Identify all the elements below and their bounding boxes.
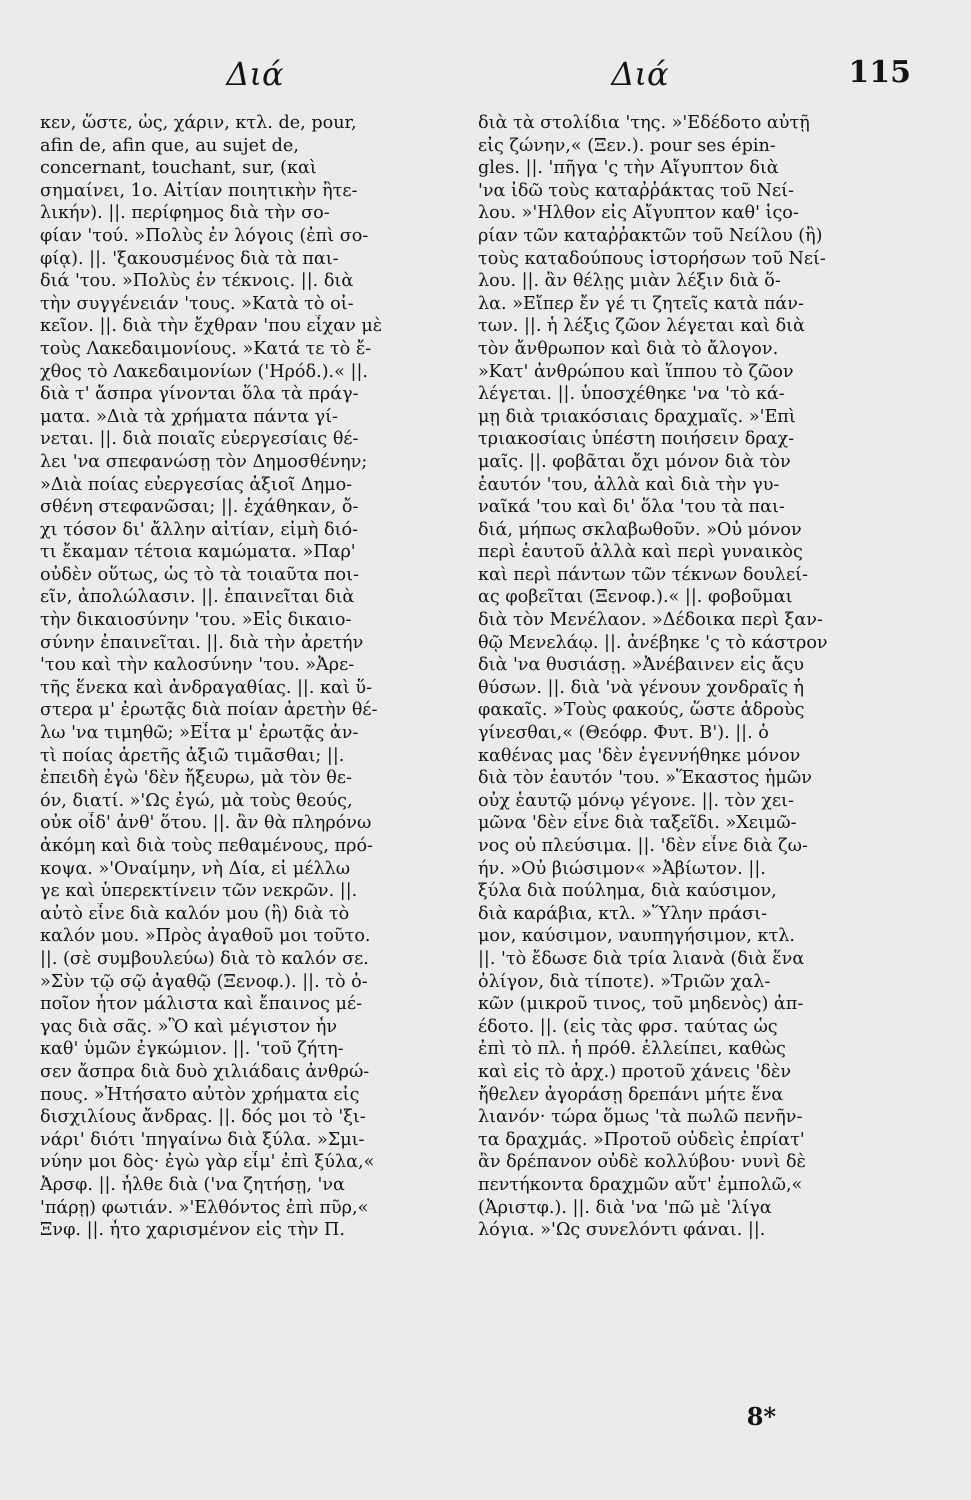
left-column-line: δισχιλίους ἄνδρας. ||. δός μοι τὸ 'ξι- [40,1107,366,1128]
left-column-line: καθ' ὑμῶν ἐγκώμιον. ||. 'τοῦ ζήτη- [40,1039,344,1060]
left-column-line: σύνην ἐπαινεῖται. ||. διὰ τὴν ἀρετήν [40,632,364,653]
right-column-line: ὀλίγον, διὰ τίποτε). »Τριῶν χαλ- [478,971,771,992]
left-column-line: ||. (σὲ συμβουλεύω) διὰ τὸ καλόν σε. [40,948,369,969]
left-column-line: concernant, touchant, sur, (καὶ [40,158,317,179]
right-column-line: λόγια. »'Ως συνελόντι φάναι. ||. [478,1220,766,1241]
right-column-line: γίνεσθαι,« (Θεόφρ. Φυτ. Β'). ||. ὁ [478,723,769,744]
left-column-line: ποῖον ἦτον μάλιστα καὶ ἔπαινος μέ- [40,994,363,1015]
left-column-line: πους. »Ἠτήσατο αὐτὸν χρήματα εἰς [40,1084,360,1105]
right-column-line: διὰ 'να θυσιάσῃ. »Ἀνέβαινεν εἰς ἄςυ [478,655,804,676]
left-column-line: 'πάρῃ) φωτιάν. »'Ελθόντος ἐπὶ πῦρ,« [40,1197,369,1218]
left-column-line: αὐτὸ εἶνε διὰ καλόν μου (ἢ) διὰ τὸ [40,903,350,924]
right-column-line: ήν. »Οὐ βιώσιμον« »Ἀβίωτον. ||. [478,858,766,879]
right-column-line: gles. ||. 'πῆγα 'ς τὴν Αἴγυπτον διὰ [478,158,779,179]
right-column-line: διὰ τὸν Μενέλαον. »Δέδοικα περὶ ξαν- [478,610,823,631]
left-column-line: τι ἔκαμαν τέτοια καμώματα. »Παρ' [40,542,356,563]
right-column [478,112,918,1242]
left-column-line: φίαν 'τού. »Πολὺς ἐν λόγοις (ἐπὶ σο- [40,225,369,246]
left-column-line: νεται. ||. διὰ ποιαῖς εὐεργεσίαις θέ- [40,429,359,450]
right-column-line: ρίαν τῶν καταῤῥακτῶν τοῦ Νείλου (ἢ) [478,225,823,246]
page-header [40,55,911,105]
right-column-line: καθένας μας 'δὲν ἐγεννήθηκε μόνον [478,745,801,766]
left-column-line: διά 'του. »Πολὺς ἐν τέκνοις. ||. διὰ [40,271,354,292]
right-column-line: ναῖκά 'του καὶ δι' ὅλα 'του τὰ παι- [478,497,785,518]
right-column-line: (Ἀριστφ.). ||. διὰ 'να 'πῶ μὲ 'λίγα [478,1197,772,1218]
right-column-line: λου. »'Ηλθον εἰς Αἴγυπτον καθ' ἱςο- [478,203,799,224]
left-column-line: νύην μοι δὸς· ἐγὼ γὰρ εἶμ' ἐπὶ ξύλα,« [40,1152,375,1173]
left-column-line: εῖν, ἀπολώλασιν. ||. ἐπαινεῖται διὰ [40,587,355,608]
left-column-line: τὶ ποίας ἀρετῆς ἀξιῶ τιμᾶσθαι; ||. [40,745,345,766]
left-column-line: Ξνφ. ||. ἦτο χαρισμένον εἰς τὴν Π. [40,1220,345,1241]
left-column-line: ἐπειδὴ ἐγὼ 'δὲν ἤξευρω, μὰ τὸν θε- [40,768,352,789]
left-column-line: λω 'να τιμηθῶ; »Εἶτα μ' ἐρωτᾷς ἀν- [40,723,359,744]
left-column-line: τῆς ἕνεκα καὶ ἀνδραγαθίας. ||. καὶ ὕ- [40,677,373,698]
right-column-line: λου. ||. ἂν θέλῃς μιὰν λέξιν διὰ ὅ- [478,271,781,292]
left-column-line: καλόν μου. »Πρὸς ἀγαθοῦ μοι τοῦτο. [40,926,371,947]
right-column-line: οὐχ ἑαυτῷ μόνῳ γέγονε. ||. τὸν χει- [478,790,794,811]
left-column-line: λικήν). ||. περίφημος διὰ τὴν σο- [40,203,330,224]
right-column-line: θῷ Μενελάῳ. ||. ἀνέβηκε 'ς τὸ κάστρον [478,632,828,653]
left-column-line: διὰ τ' ἄσπρα γίνονται ὅλα τὰ πράγ- [40,384,359,405]
left-running-head: Διά [226,55,284,93]
left-column-line: όν, διατί. »'Ως ἐγώ, μὰ τοὺς θεούς, [40,790,353,811]
left-column-line: ἀκόμη καὶ διὰ τοὺς πεθαμένους, πρό- [40,836,374,856]
right-column-line: λέγεται. ||. ὑποσχέθηκε 'να 'τὸ κά- [478,384,785,405]
right-column-line: καὶ περὶ πάντων τῶν τέκνων δουλεί- [478,564,808,585]
left-column-line: κεῖον. ||. διὰ τὴν ἔχθραν 'που εἶχαν μὲ [40,316,383,337]
right-column-line: κῶν (μικροῦ τινος, τοῦ μηδενὸς) ἀπ- [478,994,804,1015]
left-column-line: νάρι' διότι 'πηγαίνω διὰ ξύλα. »Σμι- [40,1129,365,1150]
left-column-line: στερα μ' ἐρωτᾷς διὰ ποίαν ἀρετὴν θέ- [40,700,378,721]
right-column-line: τριακοσίαις ὑπέστη ποιήσειν δραχ- [478,429,795,450]
right-column-line: ξύλα διὰ πούλημα, διὰ καύσιμον, [478,881,777,902]
right-column-line: καὶ εἰς τὸ ἀρχ.) προτοῦ χάνεις 'δὲν [478,1061,792,1082]
right-column-line: διά, μήπως σκλαβωθοῦν. »Οὐ μόνον [478,519,802,540]
left-column-line: 'του καὶ τὴν καλοσύνην 'του. »Ἀρε- [40,655,355,676]
right-column-line: εἰς ζώνην,« (Ξεν.). pour ses épin- [478,135,776,156]
right-column-line: ἑαυτόν 'του, ἀλλὰ καὶ διὰ τὴν γυ- [478,474,780,495]
left-column-line: χθος τὸ Λακεδαιμονίων ('Ηρόδ.).« ||. [40,361,368,382]
right-column-line: ἂν δρέπανον οὐδὲ κολλύβου· νυνὶ δὲ [478,1152,806,1173]
left-column-line: οὐδὲν οὕτως, ὡς τὸ τὰ τοιαῦτα ποι- [40,564,359,585]
right-column-line: ἐπὶ τὸ πλ. ἡ πρόθ. ἐλλείπει, καθὼς [478,1039,786,1060]
right-column-line: λιανόν· τώρα ὅμως 'τὰ πωλῶ πενῆν- [478,1107,803,1128]
left-column-line: afin de, afin que, au sujet de, [40,135,299,156]
page-number: 115 [848,55,911,90]
right-column-line: τοὺς καταδούπους ἱστορήσων τοῦ Νεί- [478,248,826,269]
left-column-line: σεν ἄσπρα διὰ δυὸ χιλιάδαις ἀνθρώ- [40,1061,370,1082]
right-column-line: διὰ καράβια, κτλ. »Ὕλην πράσι- [478,903,768,924]
left-column-line: χι τόσον δι' ἄλλην αἰτίαν, εἰμὴ διό- [40,519,359,540]
right-column-line: μῶνα 'δὲν εἶνε διὰ ταξεῖδι. »Χειμῶ- [478,813,797,834]
left-column-line: »Σὺν τῷ σῷ ἀγαθῷ (Ξενοφ.). ||. τὸ ὁ- [40,971,368,992]
right-column-line: περὶ ἑαυτοῦ ἀλλὰ καὶ περὶ γυναικὸς [478,542,803,563]
left-column-line: Ἀρσφ. ||. ἦλθε διὰ ('να ζητήσῃ, 'να [40,1174,345,1195]
left-column-line: γας διὰ σᾶς. »Ὃ καὶ μέγιστον ἦν [40,1016,338,1037]
left-column-line: σθένη στεφανῶσαι; ||. ἐχάθηκαν, ὄ- [40,497,359,518]
right-column-line: μῃ διὰ τριακόσιαις δραχμαῖς. »'Επὶ [478,406,796,427]
right-column-line: πεντήκοντα δραχμῶν αὔτ' ἐμπολῶ,« [478,1174,803,1195]
left-column-line: »Διὰ ποίας εὐεργεσίας ἀξιοῖ Δημο- [40,474,353,495]
right-column-line: ||. 'τὸ ἔδωσε διὰ τρία λιανὰ (διὰ ἕνα [478,948,805,969]
left-column-line: φίᾳ). ||. 'ξακουσμένος διὰ τὰ παι- [40,248,339,269]
left-column-line: λει 'να σπεφανώσῃ τὸν Δημοσθένην; [40,451,368,472]
right-column-line: νος οὐ πλεύσιμα. ||. 'δὲν εἶνε διὰ ζω- [478,836,808,856]
left-column-line: τὴν δικαιοσύνην 'του. »Εἰς δικαιο- [40,610,352,631]
left-column-line: κοψα. »'Οναίμην, νὴ Δία, εἰ μέλλω [40,858,351,879]
left-column-line: οὐκ οἶδ' ἀνθ' ὅτου. ||. ἂν θὰ πληρόνω [40,813,372,834]
left-column [40,112,458,1242]
right-column-line: 'να ἰδῶ τοὺς καταῤῥάκτας τοῦ Νεί- [478,180,794,201]
left-column-line: κεν, ὥστε, ὡς, χάριν, κτλ. de, pour, [40,113,357,133]
right-column-line: τὸν ἄνθρωπον καὶ διὰ τὸ ἄλογον. [478,338,779,359]
right-column-line: των. ||. ἡ λέξις ζῶον λέγεται καὶ διὰ [478,316,805,337]
right-column-line: φακαῖς. »Τοὺς φακούς, ὥστε ἁδροὺς [478,700,805,721]
right-column-line: »Κατ' ἀνθρώπου καὶ ἵππου τὸ ζῶον [478,361,794,382]
left-column-line: τὴν συγγένειάν 'τους. »Κατὰ τὸ οἰ- [40,293,354,314]
right-column-line: τα δραχμάς. »Προτοῦ οὐδεὶς ἐπρίατ' [478,1129,805,1150]
right-column-line: μαῖς. ||. φοβᾶται ὄχι μόνον διὰ τὸν [478,451,791,472]
right-running-head: Διά [611,55,669,93]
right-column-line: ας φοβεῖται (Ξενοφ.).« ||. φοβοῦμαι [478,587,793,608]
right-column-line: θύσων. ||. διὰ 'νὰ γένουν χονδραῖς ἡ [478,677,805,698]
right-column-line: μον, καύσιμον, ναυπηγήσιμον, κτλ. [478,926,796,947]
signature-mark: 8* [746,1402,776,1431]
left-column-line: ματα. »Διὰ τὰ χρήματα πάντα γί- [40,406,338,427]
right-column-line: διὰ τὸν ἑαυτόν 'του. »Ἕκαστος ἡμῶν [478,768,812,789]
right-column-line: ἤθελεν ἀγοράσῃ δρεπάνι μήτε ἕνα [478,1084,784,1105]
right-column-line: λα. »Εἴπερ ἔν γέ τι ζητεῖς κατὰ πάν- [478,293,804,314]
right-column-line: έδοτο. ||. (εἰς τὰς φρσ. ταύτας ὡς [478,1016,778,1037]
right-column-line: διὰ τὰ στολίδια 'της. »'Εδέδοτο αὐτῇ [478,113,810,133]
left-column-line: τοὺς Λακεδαιμονίους. »Κατά τε τὸ ἔ- [40,338,372,359]
left-column-line: γε καὶ ὑπερεκτίνειν τῶν νεκρῶν. ||. [40,881,358,902]
left-column-line: σημαίνει, 1ο. Αἰτίαν ποιητικὴν ἢτε- [40,180,358,201]
